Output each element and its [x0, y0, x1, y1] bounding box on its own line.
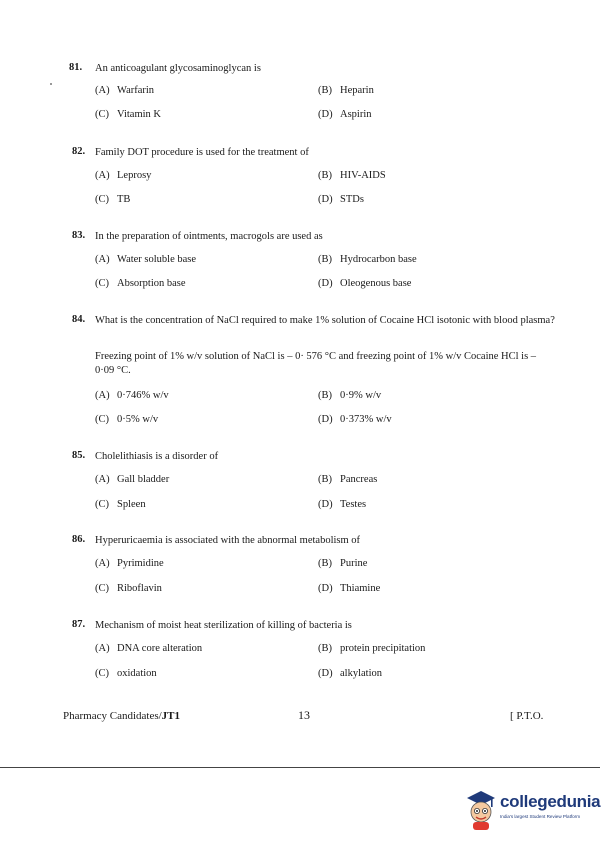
- question-number: 85.: [72, 450, 86, 461]
- scan-mark: [50, 83, 52, 85]
- option-c: (C) Riboflavin: [95, 583, 162, 594]
- question-text: An anticoagulant glycosaminoglycan is: [95, 63, 261, 74]
- question-number: 81.: [69, 62, 83, 73]
- option-b: (B) Purine: [318, 558, 368, 569]
- collegedunia-logo[interactable]: [463, 786, 603, 834]
- question-number: 83.: [72, 230, 86, 241]
- question-text: Family DOT procedure is used for the treatment of: [95, 147, 309, 158]
- option-b: (B) HIV-AIDS: [318, 170, 386, 181]
- divider-line: [0, 767, 600, 768]
- pto-marker: [ P.T.O.: [510, 710, 544, 722]
- option-c: (C) oxidation: [95, 668, 157, 679]
- option-d: (D) alkylation: [318, 668, 382, 679]
- page-number: 13: [298, 708, 310, 722]
- option-d: (D) Testes: [318, 499, 367, 510]
- option-a: (A) Leprosy: [95, 170, 152, 181]
- question-note: Freezing point of 1% w/v solution of NaCl is – 0· 576 °C and freezing point of 1% w/v Cocaine HCl is –0·09 °C.: [95, 351, 537, 376]
- option-a: (A) DNA core alteration: [95, 643, 203, 654]
- option-c: (C) TB: [95, 194, 131, 205]
- question-text: In the preparation of ointments, macrogols are used as: [95, 231, 323, 242]
- option-c: (C) Vitamin K: [95, 109, 161, 120]
- option-d: (D) Aspirin: [318, 109, 372, 120]
- option-a: (A) Gall bladder: [95, 474, 170, 485]
- option-c: (C) Absorption base: [95, 278, 186, 289]
- mascot-icon: [463, 788, 499, 832]
- option-a: (A) Warfarin: [95, 85, 155, 96]
- option-d: (D) Oleogenous base: [318, 278, 412, 289]
- question-number: 84.: [72, 314, 86, 325]
- option-c: (C) Spleen: [95, 499, 146, 510]
- option-d: (D) STDs: [318, 194, 364, 205]
- option-a: (A) Pyrimidine: [95, 558, 164, 569]
- option-d: (D) 0·373% w/v: [318, 414, 392, 425]
- logo-tagline: India's largest Student Review Platform: [500, 814, 581, 819]
- question-text: Hyperuricaemia is associated with the abnormal metabolism of: [95, 535, 361, 546]
- question-text: What is the concentration of NaCl required to make 1% solution of Cocaine HCl isotonic with blood plasma?: [95, 315, 555, 326]
- option-b: (B) 0·9% w/v: [318, 390, 382, 401]
- logo-brand: collegedunia: [500, 792, 601, 811]
- option-c: (C) 0·5% w/v: [95, 414, 159, 425]
- question-number: 82.: [72, 146, 86, 157]
- option-b: (B) protein precipitation: [318, 643, 426, 654]
- option-a: (A) Water soluble base: [95, 254, 197, 265]
- option-b: (B) Hydrocarbon base: [318, 254, 417, 265]
- question-text: Cholelithiasis is a disorder of: [95, 451, 219, 462]
- question-number: 87.: [72, 619, 86, 630]
- question-number: 86.: [72, 534, 86, 545]
- option-b: (B) Heparin: [318, 85, 374, 96]
- option-a: (A) 0·746% w/v: [95, 390, 169, 401]
- option-d: (D) Thiamine: [318, 583, 381, 594]
- question-text: Mechanism of moist heat sterilization of killing of bacteria is: [95, 620, 352, 631]
- option-b: (B) Pancreas: [318, 474, 378, 485]
- footer-exam-code: Pharmacy Candidates/JT1: [63, 710, 181, 722]
